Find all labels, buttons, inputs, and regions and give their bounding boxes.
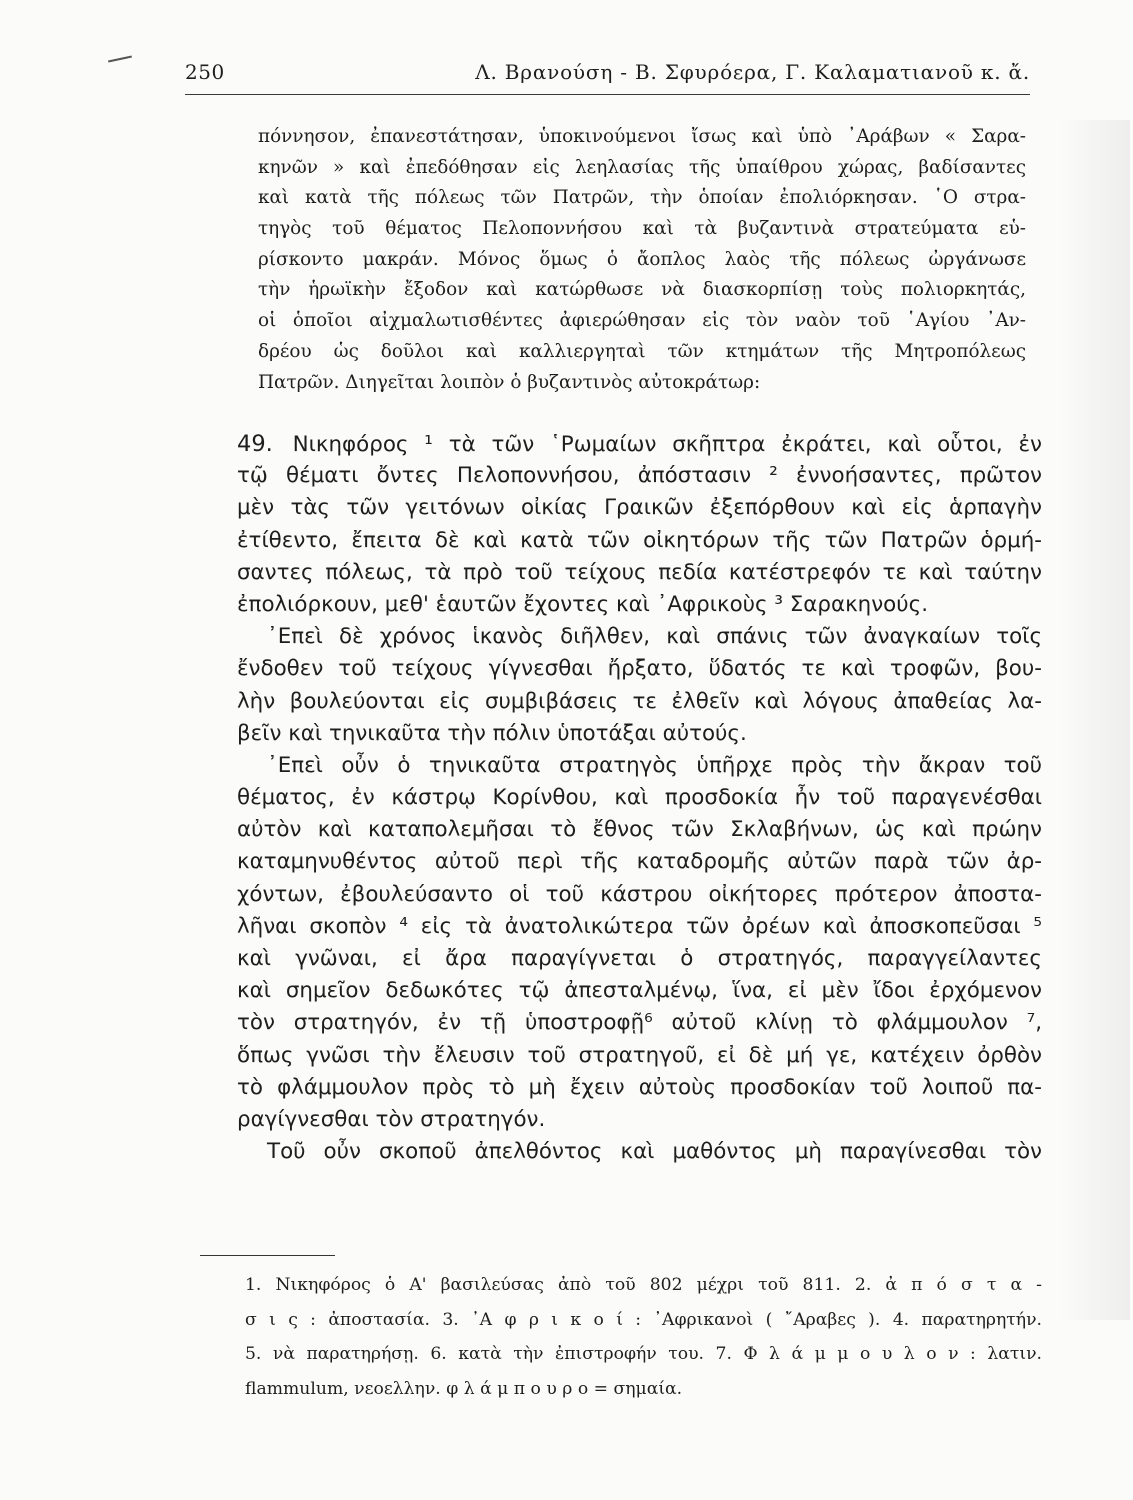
intro-paragraph — [258, 122, 1026, 398]
footnote-line: σ ι ς : ἀποστασία. 3. ᾿Α φ ρ ι κ ο ί : ᾿Αφρικανοὶ ( ῎Αραβες ). 4. παρατηρητήν. — [245, 1309, 1042, 1330]
footnotes — [245, 1268, 1042, 1406]
intro-line: τὴν ἡρωϊκὴν ἔξοδον καὶ κατώρθωσε νὰ διασκορπίσῃ τοὺς πολιορκητάς, — [258, 279, 1026, 301]
intro-line: οἱ ὁποῖοι αἰχμαλωτισθέντες ἀφιερώθησαν εἰς τὸν ναὸν τοῦ ῾Αγίου ᾿Αν- — [258, 310, 1026, 332]
footnote-rule — [200, 1255, 335, 1256]
footnote-line: 5. νὰ παρατηρήσῃ. 6. κατὰ τὴν ἐπιστροφήν του. 7. Φ λ ά μ μ ο υ λ ο ν : λατιν. — [245, 1344, 1042, 1364]
intro-line: δρέου ὡς δοῦλοι καὶ καλλιεργηταὶ τῶν κτημάτων τῆς Μητροπόλεως — [258, 340, 1026, 362]
footnote-line: flammulum, νεοελλην. φ λ ά μ π ο υ ρ ο = σημαία. — [245, 1378, 683, 1399]
main-line: ραγίγνεσθαι τὸν στρατηγόν. — [237, 1106, 546, 1132]
intro-line: Πατρῶν. Διηγεῖται λοιπὸν ὁ βυζαντινὸς αὐτοκράτωρ: — [258, 371, 761, 393]
main-line: τὸ φλάμμουλον πρὸς τὸ μὴ ἔχειν αὐτοὺς προσδοκίαν τοῦ λοιποῦ πα- — [237, 1074, 1042, 1100]
intro-line: κηνῶν » καὶ ἐπεδόθησαν εἰς λεηλασίας τῆς ὑπαίθρου χώρας, βαδίσαντες — [258, 156, 1026, 178]
intro-line: τηγὸς τοῦ θέματος Πελοποννήσου καὶ τὰ βυζαντινὰ στρατεύματα εὑ- — [258, 218, 1026, 240]
running-head: Λ. Βρανούση - Β. Σφυρόερα, Γ. Καλαματιανοῦ κ. ἄ. — [475, 60, 1030, 84]
main-line: καὶ γνῶναι, εἰ ἄρα παραγίγνεται ὁ στρατηγός, παραγγείλαντες — [237, 946, 1042, 971]
main-text — [237, 428, 1042, 1168]
main-line-text: Νικηφόρος ¹ τὰ τῶν ῾Ρωμαίων σκῆπτρα ἐκράτει, καὶ οὗτοι, ἐν — [292, 432, 1042, 457]
main-line: καὶ σημεῖον δεδωκότες τῷ ἀπεσταλμένῳ, ἵνα, εἰ μὲν ἴδοι ἐρχόμενον — [237, 978, 1042, 1004]
main-line: ᾿Επεὶ δὲ χρόνος ἱκανὸς διῆλθεν, καὶ σπάνις τῶν ἀναγκαίων τοῖς — [267, 624, 1042, 650]
page-header — [185, 58, 1030, 95]
section-number: 49. — [237, 431, 273, 457]
main-line: αὐτὸν καὶ καταπολεμῆσαι τὸ ἔθνος τῶν Σκλαβήνων, ὡς καὶ πρώην — [237, 817, 1042, 843]
main-line: μὲν τὰς τῶν γειτόνων οἰκίας Γραικῶν ἐξεπόρθουν καὶ εἰς ἁρπαγὴν — [237, 495, 1042, 521]
main-line: καταμηνυθέντος αὐτοῦ περὶ τῆς καταδρομῆς αὐτῶν παρὰ τῶν ἀρ- — [237, 849, 1042, 875]
main-line-first — [237, 428, 1042, 460]
footnote-line: 1. Νικηφόρος ὁ Α' βασιλεύσας ἀπὸ τοῦ 802 μέχρι τοῦ 811. 2. ἀ π ό σ τ α - — [245, 1275, 1042, 1295]
pencil-mark — [108, 56, 132, 63]
main-line: ὅπως γνῶσι τὴν ἔλευσιν τοῦ στρατηγοῦ, εἰ δὲ μή γε, κατέχειν ὀρθὸν — [237, 1042, 1042, 1068]
intro-line: πόννησον, ἐπανεστάτησαν, ὑποκινούμενοι ἴσως καὶ ὑπὸ ᾿Αράβων « Σαρα- — [258, 126, 1026, 147]
main-line: ἐτίθεντο, ἔπειτα δὲ καὶ κατὰ τῶν οἰκητόρων τῆς τῶν Πατρῶν ὁρμή- — [237, 527, 1042, 553]
main-line: λῆναι σκοπὸν ⁴ εἰς τὰ ἀνατολικώτερα τῶν ὀρέων καὶ ἀποσκοπεῦσαι ⁵ — [237, 913, 1042, 939]
main-line: χόντων, ἐβουλεύσαντο οἱ τοῦ κάστρου οἰκήτορες πρότερον ἀποστα- — [237, 881, 1042, 907]
main-line: σαντες πόλεως, τὰ πρὸ τοῦ τείχους πεδία κατέστρεφόν τε καὶ ταύτην — [237, 559, 1042, 585]
main-line: τὸν στρατηγόν, ἐν τῇ ὑποστροφῇ⁶ αὐτοῦ κλίνῃ τὸ φλάμμουλον ⁷, — [237, 1010, 1042, 1036]
main-line: λὴν βουλεύονται εἰς συμβιβάσεις τε ἐλθεῖν καὶ λόγους ἀπαθείας λα- — [237, 688, 1042, 714]
main-line: ᾿Επεὶ οὖν ὁ τηνικαῦτα στρατηγὸς ὑπῆρχε πρὸς τὴν ἄκραν τοῦ — [267, 752, 1042, 778]
main-line: θέματος, ἐν κάστρῳ Κορίνθου, καὶ προσδοκία ἦν τοῦ παραγενέσθαι — [237, 785, 1042, 811]
main-line: τῷ θέματι ὄντες Πελοποννήσου, ἀπόστασιν ² ἐννοήσαντες, πρῶτον — [237, 463, 1042, 489]
main-line: Τοῦ οὖν σκοποῦ ἀπελθόντος καὶ μαθόντος μὴ παραγίνεσθαι τὸν — [267, 1139, 1042, 1165]
main-line: ἔνδοθεν τοῦ τείχους γίγνεσθαι ἤρξατο, ὕδατός τε καὶ τροφῶν, βου- — [237, 656, 1042, 682]
intro-line: ρίσκοντο μακράν. Μόνος ὅμως ὁ ἄοπλος λαὸς τῆς πόλεως ὠργάνωσε — [258, 248, 1026, 270]
page-edge-shadow — [1060, 120, 1130, 1320]
intro-line: καὶ κατὰ τῆς πόλεως τῶν Πατρῶν, τὴν ὁποίαν ἐπολιόρκησαν. ῾Ο στρα- — [258, 187, 1026, 209]
main-line: βεῖν καὶ τηνικαῦτα τὴν πόλιν ὑποτάξαι αὐτούς. — [237, 720, 747, 746]
main-line: ἐπολιόρκουν, μεθ' ἑαυτῶν ἔχοντες καὶ ᾿Αφρικοὺς ³ Σαρακηνούς. — [237, 591, 928, 617]
page-number: 250 — [185, 60, 225, 84]
